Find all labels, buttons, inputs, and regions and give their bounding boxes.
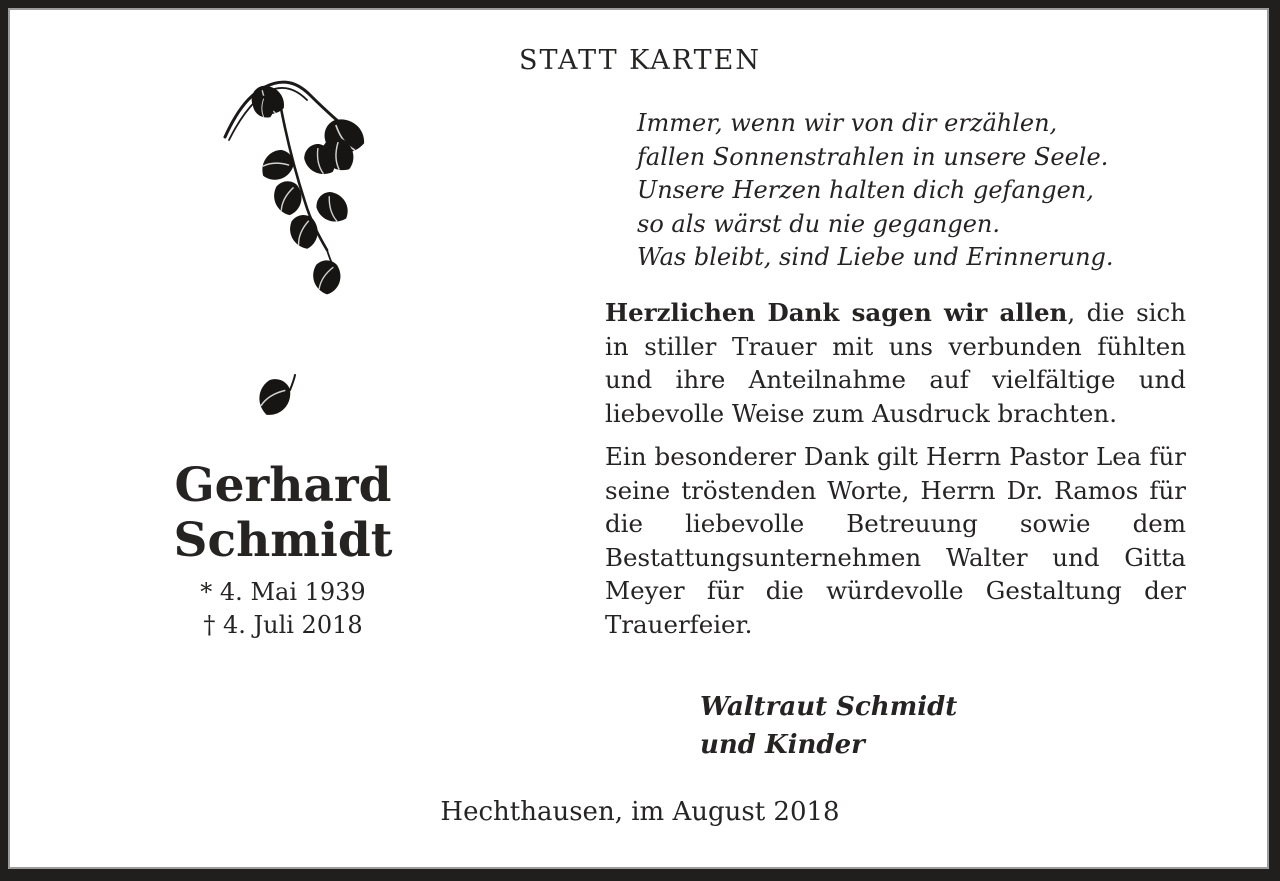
memorial-poem	[637, 107, 1114, 275]
poem-line: Immer, wenn wir von dir erzählen,	[637, 109, 1058, 137]
place-date-line: Hechthausen, im August 2018	[440, 797, 840, 827]
branch-stems	[225, 82, 340, 276]
special-thanks-paragraph: Ein besonderer Dank gilt Herrn Pastor Lea für seine tröstenden Worte, Herrn Dr. Ramos für die liebevolle Betreuung sowie dem Bestattungsunternehmen Walter und Gitta Meyer für die würdevolle Gestaltung der Trauerfeier.	[605, 442, 1186, 639]
poem-line: Unsere Herzen halten dich gefangen,	[637, 176, 1094, 204]
signature-block	[700, 688, 957, 764]
falling-leaf-icon	[250, 373, 297, 421]
signature-line: und Kinder	[700, 730, 865, 760]
thanks-rest-text: , die sich in stiller Trauer mit uns verbunden fühlten und ihre Anteilnahme auf vielfältige und liebevolle Weise zum Ausdruck brachten.	[605, 298, 1186, 428]
statt-karten-header: STATT KARTEN	[519, 45, 761, 76]
poem-line: so als wärst du nie gegangen.	[637, 209, 1000, 238]
death-date: † 4. Juli 2018	[203, 611, 363, 639]
branch-leaves	[246, 79, 370, 296]
birth-date: * 4. Mai 1939	[200, 578, 366, 606]
life-dates	[143, 576, 423, 642]
deceased-first-name: Gerhard	[174, 458, 392, 513]
branch-illustration	[185, 70, 405, 450]
signature-line: Waltraut Schmidt	[700, 692, 958, 722]
thanks-bold-text: Herzlichen Dank sagen wir allen	[605, 298, 1068, 327]
poem-line: Was bleibt, sind Liebe und Erinnerung.	[637, 243, 1114, 271]
poem-line: fallen Sonnenstrahlen in unsere Seele.	[637, 142, 1109, 171]
deceased-last-name: Schmidt	[173, 513, 393, 568]
thanks-paragraph	[605, 296, 1186, 430]
deceased-name	[143, 458, 423, 568]
